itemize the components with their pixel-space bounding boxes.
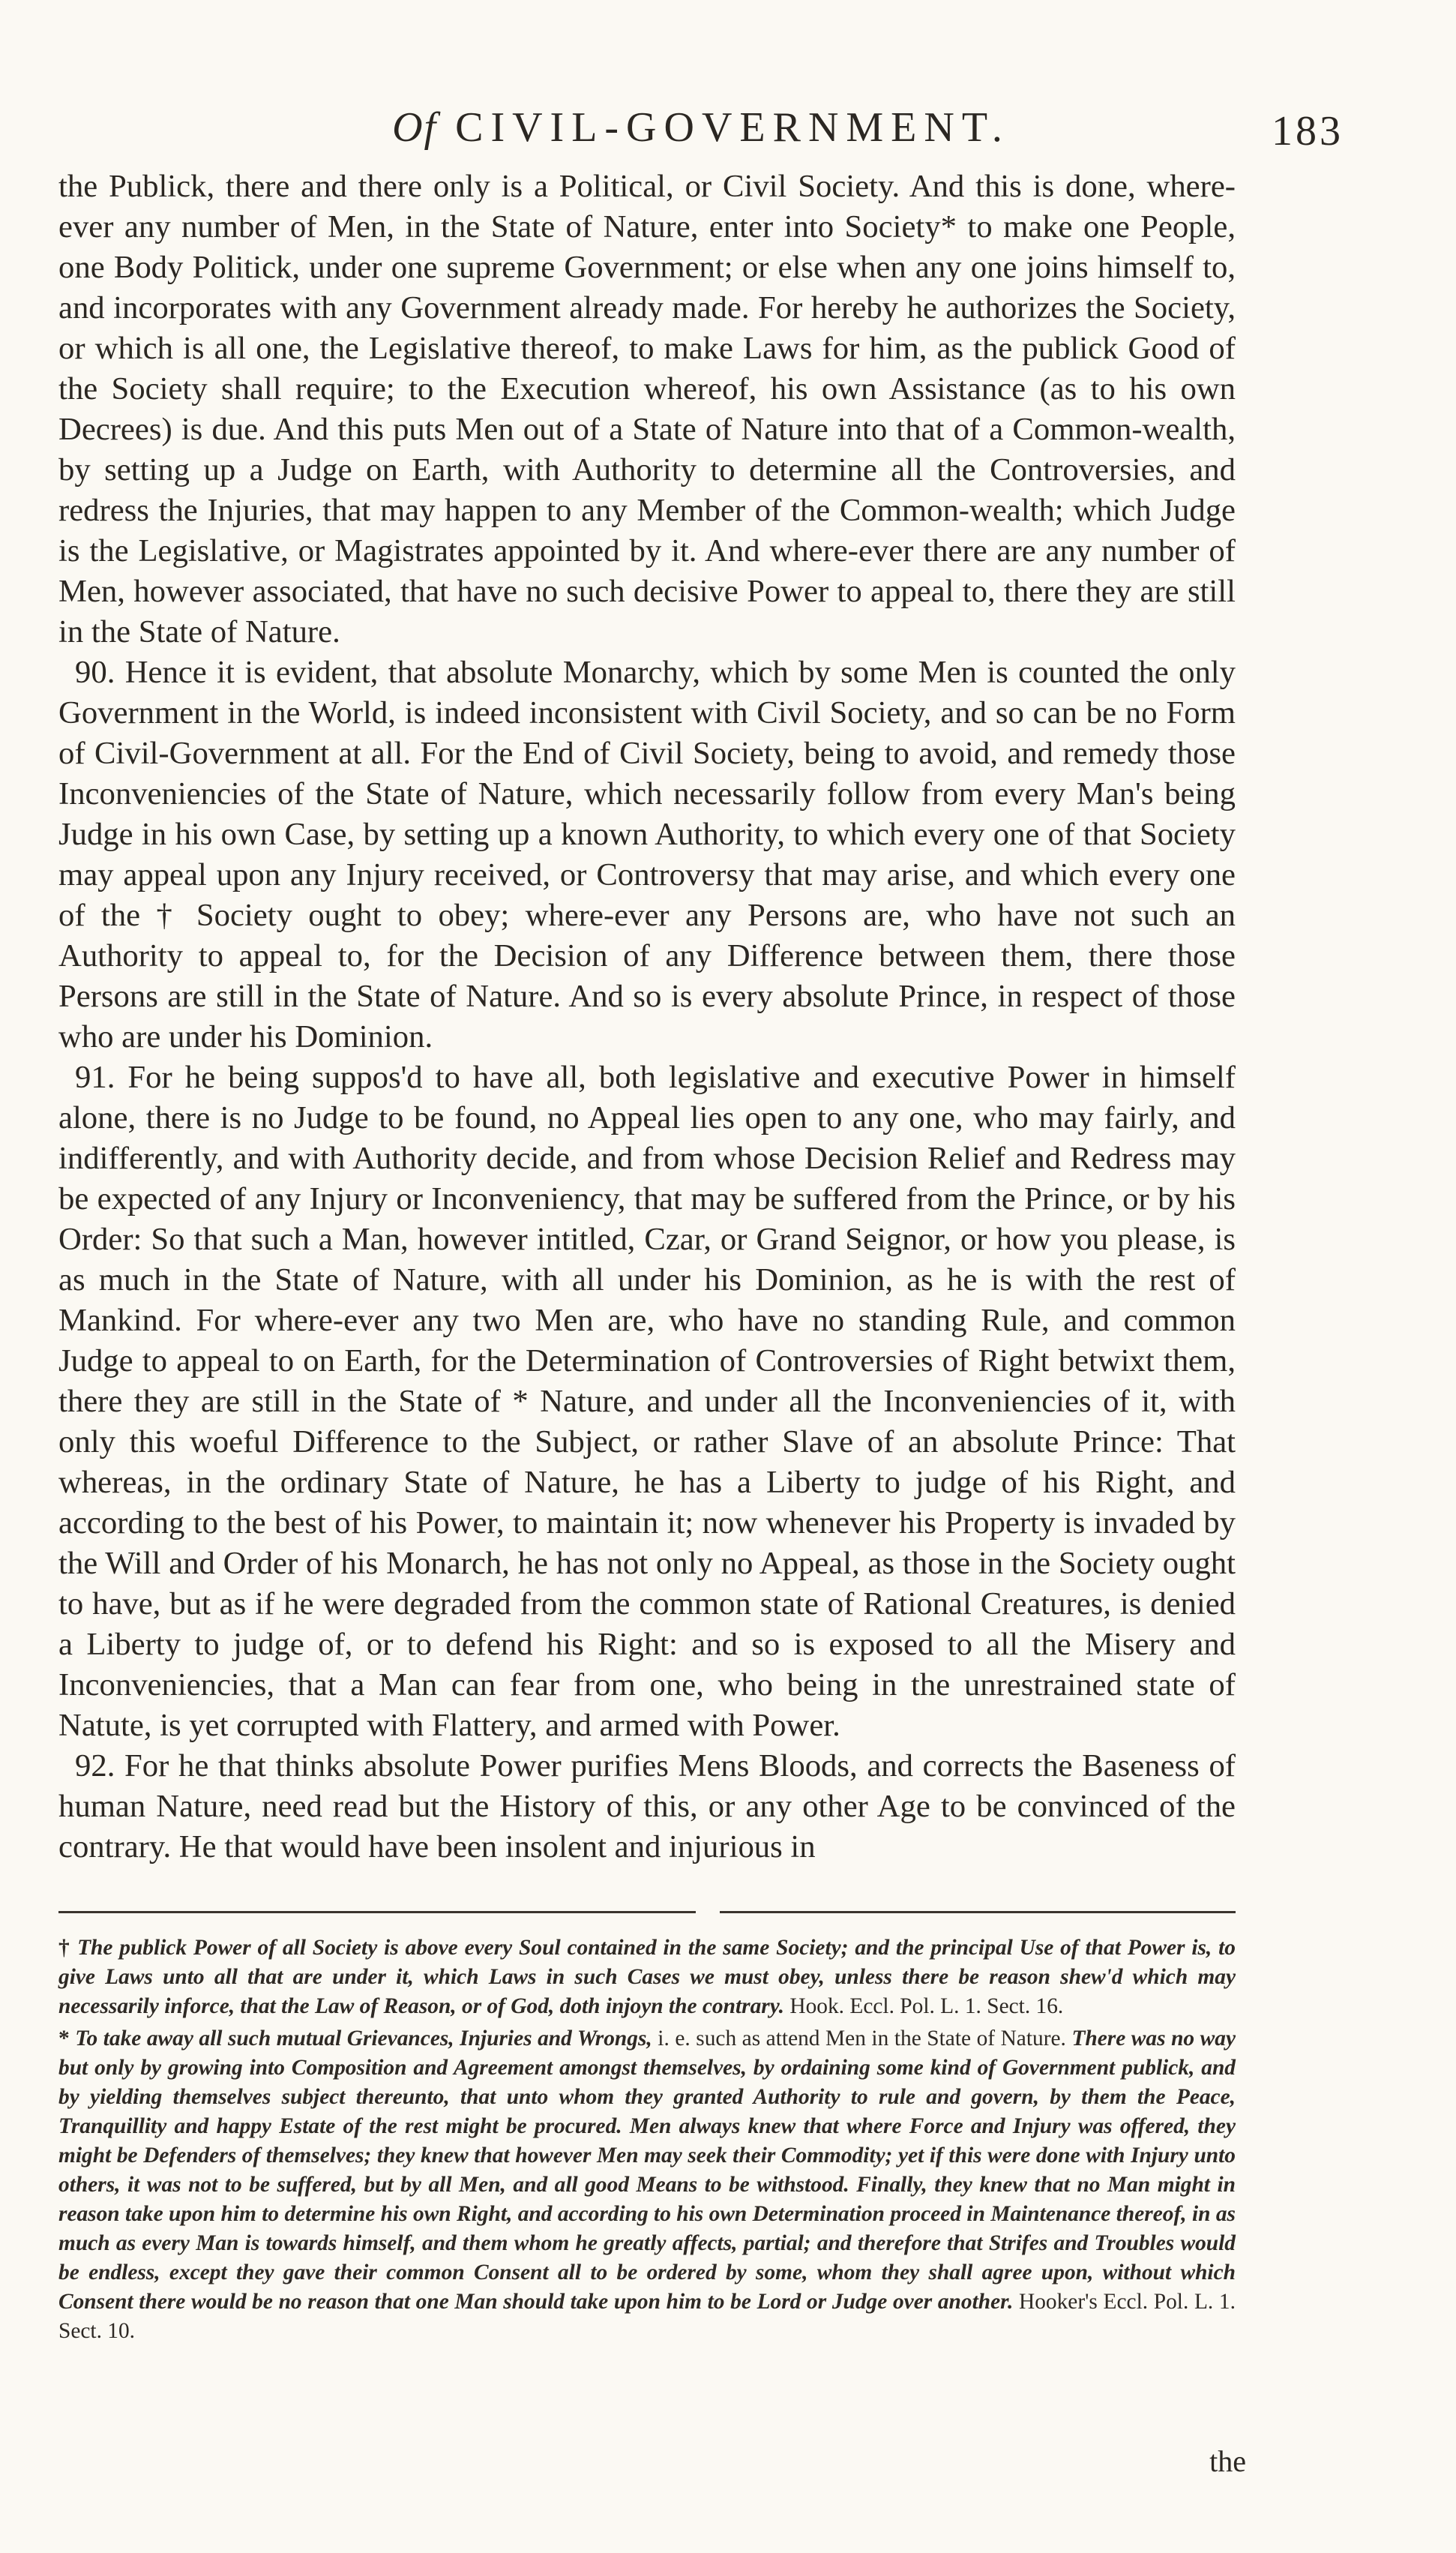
footnote-asterisk [58,2024,1236,2346]
footnote-dagger-text: The publick Power of all Society is above every Soul contained in the same Society; and the principal Use of that Power is, to give Laws unto all that are under it, which Laws in such Cases we must obey, unless there be reason shew'd which may necessarily inforce, that the Law of Reason, or of God, doth injoyn the contrary. [58,1936,1236,2018]
footnote-rule-left [58,1911,696,1913]
footnote-mark-dagger: † [58,1936,71,1960]
catchword: the [1209,2444,1246,2478]
footnote-asterisk-citation: Hooker's Eccl. Pol. L. 1. Sect. 10. [58,2290,1236,2343]
footnote-asterisk-text-b: There was no way but only by growing into Composition and Agreement amongst themselves, by ordaining some kind of Government publick, and by yielding themselves subject thereunto, that unto whom they granted Authority to rule and govern, by them the Peace, Tranquillity and happy Estate of the rest might be procured. Men always knew that where Force and Injury was offered, they might be Defenders of themselves; they knew that however Men may seek their Commodity; yet if this were done with Injury unto others, it was not to be suffered, but by all Men, and all good Means to be withstood. Finally, they knew that no Man might in reason take upon him to determine his own Right, and according to his own Determination proceed in Maintenance thereof, in as much as every Man is towards himself, and them whom he greatly affects, partial; and therefore that Strifes and Troubles would be endless, except they gave their common Consent all to be ordered by some, whom they shall agree upon, without which Consent there would be no reason that one Man should take upon him to be Lord or Judge over another. [58,2026,1236,2314]
footnotes [58,1934,1236,2349]
footnote-mark-asterisk: * [58,2026,70,2050]
footnote-asterisk-text-a: To take away all such mutual Grievances, Injuries and Wrongs, [75,2026,652,2050]
paragraph-91: 91. For he being suppos'd to have all, both legislative and executive Power in himself alone, there is no Judge to be found, no Appeal lies open to any one, who may fairly, and indifferently, and with Authority decide, and from whose Decision Relief and Redress may be expected of any Injury or Inconveniency, that may be suffered from the Prince, or by his Order: So that such a Man, however intitled, Czar, or Grand Seignor, or how you please, is as much in the State of Nature, with all under his Dominion, as he is with the rest of Mankind. For where-ever any two Men are, who have no standing Rule, and common Judge to appeal to on Earth, for the Determination of Controversies of Right betwixt them, there they are still in the State of * Nature, and under all the Inconveniencies of it, with only this woeful Difference to the Subject, or rather Slave of an absolute Prince: That whereas, in the ordinary State of Nature, he has a Liberty to judge of his Right, and according to the best of his Power, to maintain it; now whenever his Property is invaded by the Will and Order of his Monarch, he has not only no Appeal, as those in the Society ought to have, but as if he were degraded from the common state of Rational Creatures, is denied a Liberty to judge of, or to defend his Right: and so is exposed to all the Misery and Inconveniencies, that a Man can fear from one, who being in the unrestrained state of Natute, is yet corrupted with Flattery, and armed with Power. [58,1060,1236,1743]
paragraph-92: 92. For he that thinks absolute Power purifies Mens Bloods, and corrects the Baseness of human Nature, need read but the History of this, or any other Age to be convinced of the contrary. He that would have been insolent and injurious in [58,1748,1236,1864]
header-of: Of [392,104,438,151]
header-title: CIVIL-GOVERNMENT. [455,104,1010,151]
footnote-dagger-citation: Hook. Eccl. Pol. L. 1. Sect. 16. [789,1994,1064,2018]
footnote-rule-right [720,1911,1236,1913]
page-number: 183 [1272,108,1344,154]
running-header [58,104,1344,164]
paragraph-89-end: the Publick, there and there only is a Political, or Civil Society. And this is done, where-ever any number of Men, in the State of Nature, enter into Society* to make one People, one Body Politick, under one supreme Government; or else when any one joins himself to, and incorporates with any Government already made. For hereby he authorizes the Society, or which is all one, the Legislative thereof, to make Laws for him, as the publick Good of the Society shall require; to the Execution whereof, his own Assistance (as to his own Decrees) is due. And this puts Men out of a State of Nature into that of a Common-wealth, by setting up a Judge on Earth, with Authority to determine all the Controversies, and redress the Injuries, that may happen to any Member of the Common-wealth; which Judge is the Legislative, or Magistrates appointed by it. And where-ever there are any number of Men, however associated, that have no such decisive Power to appeal to, there they are still in the State of Nature. [58,169,1236,650]
paragraph-90: 90. Hence it is evident, that absolute Monarchy, which by some Men is counted the only Government in the World, is indeed inconsistent with Civil Society, and so can be no Form of Civil-Government at all. For the End of Civil Society, being to avoid, and remedy those Inconveniencies of the State of Nature, which necessarily follow from every Man's being Judge in his own Case, by setting up a known Authority, to which every one of that Society may appeal upon any Injury received, or Controversy that may arise, and which every one of the † Society ought to obey; where-ever any Persons are, who have not such an Authority to appeal to, for the Decision of any Difference between them, there those Persons are still in the State of Nature. And so is every absolute Prince, in respect of those who are under his Dominion. [58,655,1236,1054]
main-text [58,166,1236,1868]
footnote-dagger [58,1934,1236,2021]
footnote-asterisk-plain: i. e. such as attend Men in the State of Nature. [658,2026,1066,2050]
